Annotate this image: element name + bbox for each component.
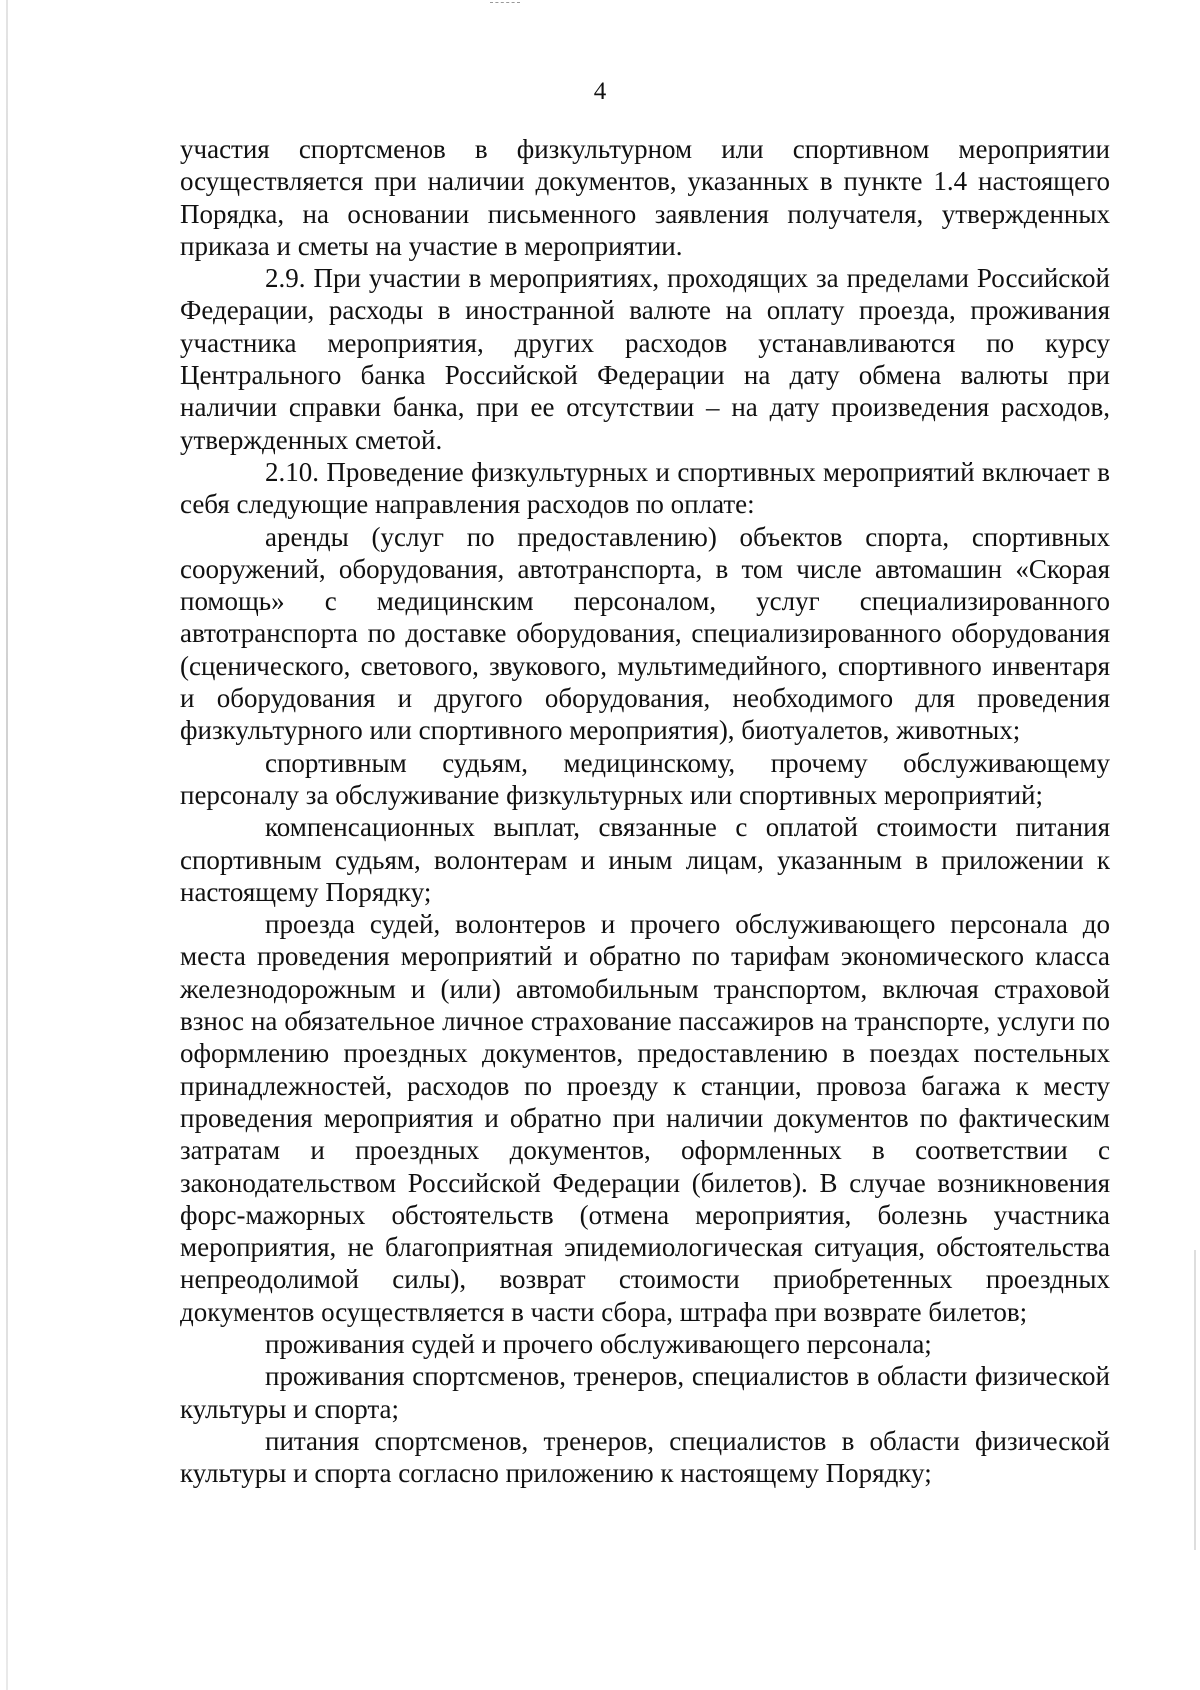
scan-top-mark [490, 2, 520, 6]
list-item-judges-fees: спортивным судьям, медицинскому, прочему обслуживающему персоналу за обслуживание физкультурных или спортивных мероприятий; [180, 747, 1110, 810]
paragraph: участия спортсменов в физкультурном или спортивном мероприятии осуществляется при наличии документов, указанных в пункте 1.4 настоящего Порядка, на основании письменного заявления получателя, утвержденных приказа и сметы на участие в мероприятии. [180, 134, 1110, 261]
paragraph-2-9: 2.9. При участии в мероприятиях, проходящих за пределами Российской Федерации, расходы в иностранной валюте на оплату проезда, проживания участника мероприятия, других расходов устанавливаются по курсу Центрального банка Российской Федерации на дату обмена валюты при наличии справки банка, при ее отсутствии – на дату произведения расходов, утвержденных сметой. [180, 263, 1110, 455]
list-item-compensation: компенсационных выплат, связанные с оплатой стоимости питания спортивным судьям, волонтерам и иным лицам, указанным в приложении к настоящему Порядку; [180, 812, 1110, 907]
paragraph-2-10: 2.10. Проведение физкультурных и спортивных мероприятий включает в себя следующие направления расходов по оплате: [180, 456, 1110, 520]
list-item-athletes-accommodation: проживания спортсменов, тренеров, специалистов в области физической культуры и спорта; [180, 1361, 1110, 1424]
scan-right-edge [1194, 1250, 1196, 1550]
list-item-travel: проезда судей, волонтеров и прочего обслуживающего персонала до места проведения мероприятий и обратно по тарифам экономического класса железнодорожным и (или) автомобильным транспортом, включая страховой взнос на обязательное личное страхование пассажиров на транспорте, услуги по оформлению проездных документов, предоставлению в поездах постельных принадлежностей, расходов по проезду к станции, провоза багажа к месту проведения мероприятия и обратно при наличии документов по фактическим затратам и проездных документов, оформленных в соответствии с законодательством Российской Федерации (билетов). В случае возникновения форс-мажорных обстоятельств (отмена мероприятия, болезнь участника мероприятия, не благоприятная эпидемиологическая ситуация, обстоятельства непреодолимой силы), возврат стоимости приобретенных проездных документов осуществляется в части сбора, штрафа при возврате билетов; [180, 909, 1110, 1327]
document-body [180, 133, 1110, 1489]
scan-left-edge [6, 0, 8, 1690]
list-item-meals: питания спортсменов, тренеров, специалистов в области физической культуры и спорта согласно приложению к настоящему Порядку; [180, 1425, 1110, 1489]
list-item-judges-accommodation: проживания судей и прочего обслуживающего персонала; [265, 1328, 932, 1359]
page-number: 4 [593, 78, 607, 105]
list-item-rent: аренды (услуг по предоставлению) объектов спорта, спортивных сооружений, оборудования, автотранспорта, в том числе автомашин «Скорая помощь» с медицинским персоналом, услуг специализированного автотранспорта по доставке оборудования, специализированного оборудования (сценического, светового, звукового, мультимедийного, спортивного инвентаря и оборудования и другого оборудования, необходимого для проведения физкультурного или спортивного мероприятия), биотуалетов, животных; [180, 521, 1110, 746]
